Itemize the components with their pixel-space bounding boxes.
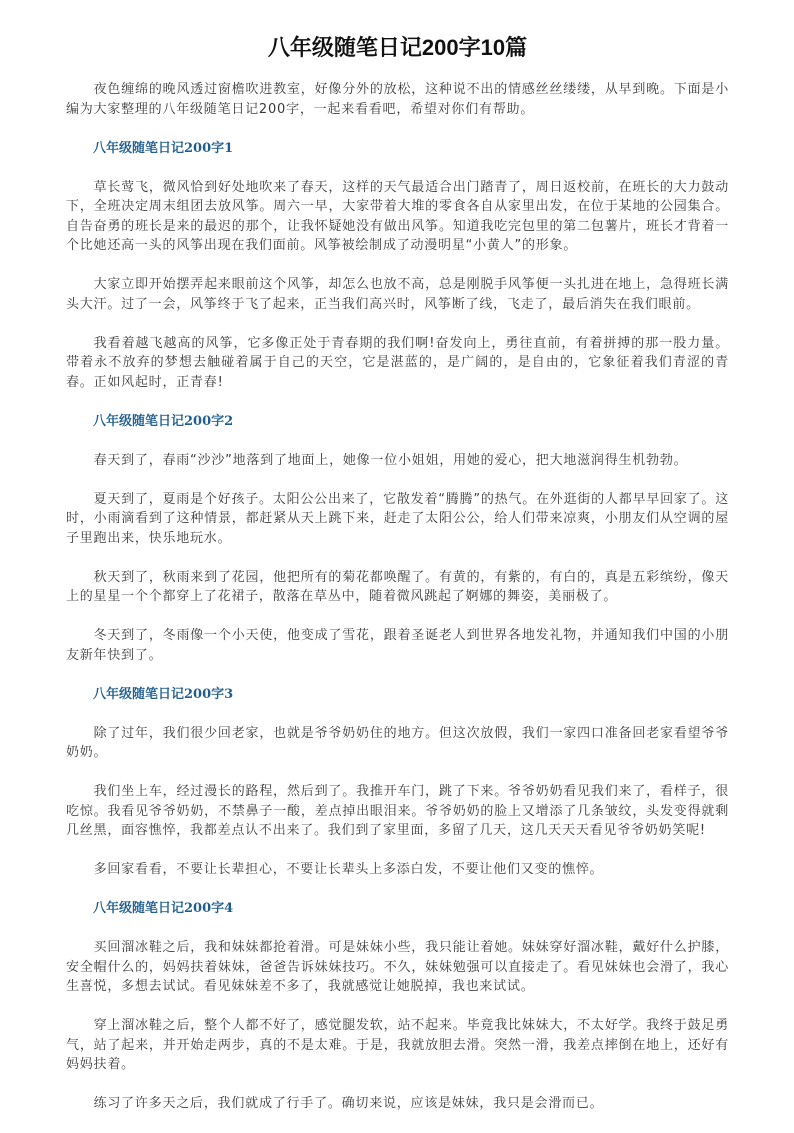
diary-section [66, 685, 729, 880]
diary-sections [66, 139, 729, 1114]
body-paragraph: 买回溜冰鞋之后，我和妹妹都抢着滑。可是妹妹小些，我只能让着她。妹妹穿好溜冰鞋，戴好什么护膝，安全帽什么的，妈妈扶着妹妹，爸爸告诉妹妹技巧。不久，妹妹勉强可以直接走了。看见妹妹也会滑了，我心生喜悦，多想去试试。看见妹妹差不多了，我就感觉让她脱掉，我也来试试。 [66, 940, 729, 994]
diary-section [66, 899, 729, 1114]
section-heading: 八年级随笔日记200字2 [93, 413, 234, 429]
body-paragraph: 大家立即开始摆弄起来眼前这个风筝，却怎么也放不高，总是刚脱手风筝便一头扎进在地上，急得班长满头大汗。过了一会，风筝终于飞了起来，正当我们高兴时，风筝断了线，飞走了，最后消失在我们眼前。 [66, 277, 729, 312]
body-paragraph: 除了过年，我们很少回老家，也就是爷爷奶奶住的地方。但这次放假，我们一家四口准备回老家看望爷爷奶奶。 [66, 725, 729, 760]
diary-section [66, 139, 729, 393]
body-paragraph: 冬天到了，冬雨像一个小天使，他变成了雪花，跟着圣诞老人到世界各地发礼物，并通知我们中国的小朋友新年快到了。 [66, 628, 729, 663]
body-paragraph: 我看着越飞越高的风筝，它多像正处于青春期的我们啊!奋发向上，勇往直前，有着拼搏的那一股力量。带着永不放弃的梦想去触碰着属于自己的天空，它是湛蓝的，是广阔的，是自由的，它象征着我们青涩的青春。正如风起时，正青春! [66, 335, 729, 390]
body-paragraph: 穿上溜冰鞋之后，整个人都不好了，感觉腿发软，站不起来。毕竟我比妹妹大，不太好学。我终于鼓足勇气，站了起来，并开始走两步，真的不是太难。于是，我就放胆去滑。突然一滑，我差点摔倒在地上，还好有妈妈扶着。 [66, 1018, 729, 1072]
body-paragraph: 秋天到了，秋雨来到了花园，他把所有的菊花都唤醒了。有黄的，有紫的，有白的，真是五彩缤纷，像天上的星星一个个都穿上了花裙子，散落在草丛中，随着微风跳起了婀娜的舞姿，美丽极了。 [66, 569, 729, 604]
document-title: 八年级随笔日记200字10篇 [267, 35, 528, 60]
section-heading: 八年级随笔日记200字3 [93, 686, 234, 702]
diary-section [66, 412, 729, 666]
body-paragraph: 夏天到了，夏雨是个好孩子。太阳公公出来了，它散发着“腾腾”的热气。在外逛街的人都早早回家了。这时，小雨滴看到了这种情景，都赶紧从天上跳下来，赶走了太阳公公，给人们带来凉爽，小朋友们从空调的屋子里跑出来，快乐地玩水。 [66, 491, 729, 546]
section-heading: 八年级随笔日记200字1 [93, 140, 234, 156]
body-paragraph: 多回家看看，不要让长辈担心，不要让长辈头上多添白发，不要让他们又变的憔悴。 [93, 862, 604, 877]
body-paragraph: 春天到了，春雨“沙沙”地落到了地面上，她像一位小姐姐，用她的爱心，把大地滋润得生机勃勃。 [93, 452, 688, 468]
body-paragraph: 练习了许多天之后，我们就成了行手了。确切来说，应该是妹妹，我只是会滑而已。 [93, 1096, 604, 1111]
intro-paragraph: 夜色缠绵的晚风透过窗檐吹进教室，好像分外的放松，这种说不出的情感丝丝缕缕，从早到晚。下面是小编为大家整理的八年级随笔日记200字，一起来看看吧，希望对你们有帮助。 [66, 82, 729, 117]
body-paragraph: 我们坐上车，经过漫长的路程，然后到了。我推开车门，跳了下来。爷爷奶奶看见我们来了，看样子，很吃惊。我看见爷爷奶奶，不禁鼻子一酸，差点掉出眼泪来。爷爷奶奶的脸上又增添了几条皱纹，头发变得就剩几丝黑，面容憔悴，我都差点认不出来了。我们到了家里面，多留了几天，这几天天天看见爷爷奶奶笑呢! [66, 784, 729, 838]
document-page [66, 34, 729, 1133]
body-paragraph: 草长莺飞，微风恰到好处地吹来了春天，这样的天气最适合出门踏青了，周日返校前，在班长的大力鼓动下，全班决定周末组团去放风筝。周六一早，大家带着大堆的零食各自从家里出发，在位于某地的公园集合。自告奋勇的班长是来的最迟的那个，让我怀疑她没有做出风筝。知道我吃完包里的第二包薯片，班长才背着一个比她还高一头的风筝出现在我们面前。风筝被绘制成了动漫明星“小黄人”的形象。 [66, 179, 729, 253]
section-heading: 八年级随笔日记200字4 [93, 901, 234, 916]
